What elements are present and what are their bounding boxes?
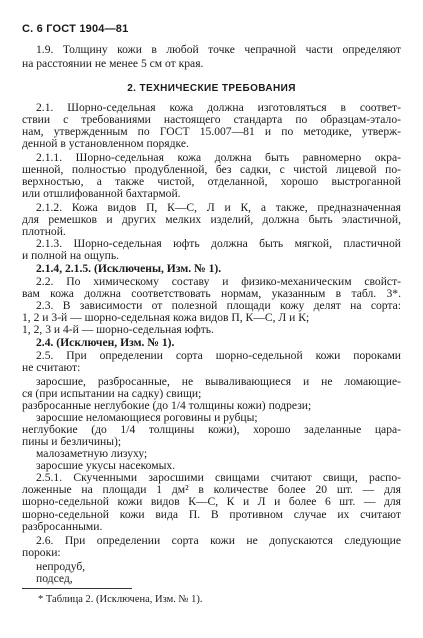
para-2-1-line-2: ствии с требованиями настоящего стандарта по образцам-этало- [22,113,401,127]
para-2-3-line-2: 1, 2 и 3-й — шорно-седельная кожа видов П, К—С, Л и К; [22,311,310,325]
para-1-9-line-2: на расстоянии не менее 5 см от края. [22,57,204,70]
para-2-2-line-1: 2.2. По химическому составу и физико-механическим свойст- [36,275,401,289]
para-2-1-line-4: денной в установленном порядке. [22,137,189,151]
para-2-6-item-2: подсед, [36,572,73,586]
para-2-2-line-2: вам кожа должна соответствовать нормам, указанным в табл. 3*. [22,287,401,301]
para-2-1-3-line-2: и полной на ощупь. [22,249,120,263]
para-2-5-item-5: малозаметную лизуху; [36,447,148,461]
para-2-5-item-3: заросшие неломающиеся роговины и рубцы; [36,410,258,424]
para-2-6-item-1: непродуб, [36,560,86,574]
para-2-1-line-1: 2.1. Шорно-седельная кожа должна изготовляться в соответ- [36,101,401,115]
para-2-5-line-1: 2.5. При определении сорта шорно-седельной кожи пороками [36,349,401,363]
footnote-rule [22,588,132,589]
para-2-3-line-3: 1, 2, 3 и 4-й — шорно-седельная юфть. [22,323,214,337]
para-2-1-3-line-1: 2.1.3. Шорно-седельная юфть должна быть мягкой, пластичной [36,237,401,251]
para-2-1-line-3: нам, утвержденным по ГОСТ 15.007—81 и по методике, утверж- [22,125,401,139]
para-2-5-item-1-line-1: заросшие, разбросанные, не вываливающиеся и не ломающие- [36,374,401,388]
para-2-5-1-line-3: шорно-седельной кожи видов К—С, К и Л и более 6 шт. — для [22,495,401,509]
para-2-1-1-line-3: верхностью, а также чистой, отделанной, хорошо выстроганной [22,175,401,189]
para-2-1-1-line-1: 2.1.1. Шорно-седельная кожа должна быть равномерно окра- [36,151,401,165]
para-2-1-4-excluded: 2.1.4, 2.1.5. (Исключены, Изм. № 1). [36,262,222,276]
para-2-5-1-line-1: 2.5.1. Скученными заросшими свищами считают свищи, распо- [36,471,401,485]
para-2-5-item-4-line-2: пины и безличины); [22,435,122,449]
para-2-4-excluded: 2.4. (Исключен, Изм. № 1). [36,336,175,350]
para-2-5-1-line-2: ложенные на площади 1 дм² в количестве более 20 шт. — для [22,483,401,497]
para-2-5-item-4-line-1: неглубокие (до 1/4 толщины кожи), хорошо заделанные цара- [22,423,401,436]
para-1-9-line-1: 1.9. Толщину кожи в любой точке чепрачной части определяют [36,43,401,56]
para-2-1-2-line-2: для ремешков и других мелких изделий, должна быть эластичной, [22,213,401,227]
para-2-5-item-1-line-2: ся (при испытании на садку) свищи; [22,386,202,400]
para-2-3-line-1: 2.3. В зависимости от полезной площади кожу делят на сорта: [36,299,401,313]
section-title: 2. ТЕХНИЧЕСКИЕ ТРЕБОВАНИЯ [127,83,296,95]
para-2-5-1-line-4: шорно-седельной кожи вида П. В противном случае их считают [22,508,401,522]
para-2-6-line-2: пороки: [22,546,61,560]
para-2-1-1-line-4: или отшлифованной бахтармой. [22,187,181,201]
para-2-6-line-1: 2.6. При определении сорта кожи не допускаются следующие [36,534,401,548]
para-2-1-2-line-1: 2.1.2. Кожа видов П, К—С, Л и К, а также, предназначенная [36,201,401,215]
footnote: * Таблица 2. (Исключена, Изм. № 1). [38,594,203,606]
para-2-1-2-line-3: плотной. [22,225,66,239]
para-2-5-1-line-5: разбросанными. [22,520,103,534]
para-2-5-item-2: разбросанные неглубокие (до 1/4 толщины кожи) подрези; [22,398,312,412]
para-2-5-item-6: заросшие укусы насекомых. [36,459,176,473]
page-header: С. 6 ГОСТ 1904—81 [22,23,129,35]
para-2-1-1-line-2: шенной, полностью продубленной, без садки, с чистой лицевой по- [22,163,401,177]
para-2-5-line-2: не считают: [22,361,81,375]
